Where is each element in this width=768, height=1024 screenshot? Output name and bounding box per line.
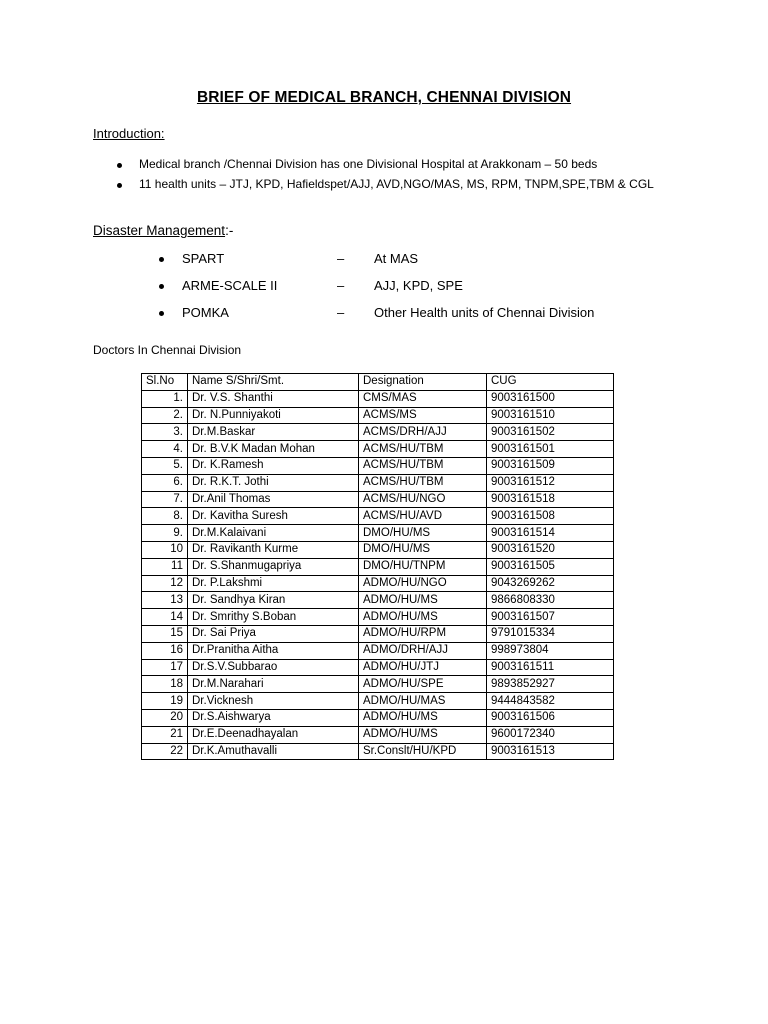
row-cug: 9600172340 [487, 726, 614, 743]
table-row [142, 390, 614, 407]
row-sl-no: 1. [142, 390, 188, 407]
row-cug: 9893852927 [487, 676, 614, 693]
row-designation: ACMS/DRH/AJJ [359, 424, 487, 441]
column-header-designation: Designation [359, 374, 487, 391]
row-name: Dr.E.Deenadhayalan [188, 726, 359, 743]
row-cug: 9003161500 [487, 390, 614, 407]
row-designation: ACMS/HU/TBM [359, 441, 487, 458]
dm-item-value: Other Health units of Chennai Division [374, 305, 595, 320]
doctors-table-body [142, 390, 614, 760]
row-cug: 9043269262 [487, 575, 614, 592]
row-designation: ADMO/HU/NGO [359, 575, 487, 592]
row-name: Dr.M.Baskar [188, 424, 359, 441]
row-sl-no: 13 [142, 592, 188, 609]
row-sl-no: 5. [142, 457, 188, 474]
page-title: BRIEF OF MEDICAL BRANCH, CHENNAI DIVISION [196, 89, 572, 106]
disaster-management-heading-text: Disaster Management [93, 223, 226, 238]
table-row [142, 743, 614, 760]
row-designation: DMO/HU/TNPM [359, 558, 487, 575]
table-row [142, 525, 614, 542]
table-row [142, 609, 614, 626]
row-cug: 998973804 [487, 642, 614, 659]
row-sl-no: 7. [142, 491, 188, 508]
row-cug: 9003161506 [487, 709, 614, 726]
introduction-item-text: Medical branch /Chennai Division has one Divisional Hospital at Arakkonam – 50 beds [139, 157, 598, 171]
row-designation: ADMO/DRH/AJJ [359, 642, 487, 659]
row-cug: 9003161511 [487, 659, 614, 676]
row-name: Dr.M.Kalaivani [188, 525, 359, 542]
row-name: Dr.K.Amuthavalli [188, 743, 359, 760]
row-name: Dr.S.V.Subbarao [188, 659, 359, 676]
row-designation: ADMO/HU/RPM [359, 625, 487, 642]
row-name: Dr.Vicknesh [188, 693, 359, 710]
row-designation: Sr.Conslt/HU/KPD [359, 743, 487, 760]
dm-item-label: SPART [182, 251, 225, 266]
row-designation: DMO/HU/MS [359, 525, 487, 542]
row-name: Dr. B.V.K Madan Mohan [188, 441, 359, 458]
table-row [142, 474, 614, 491]
row-name: Dr.Anil Thomas [188, 491, 359, 508]
dm-item-dash: – [337, 305, 345, 320]
table-row [142, 726, 614, 743]
introduction-item-text: 11 health units – JTJ, KPD, Hafieldspet/AJJ, AVD,NGO/MAS, MS, RPM, TNPM,SPE,TBM & CGL [139, 177, 654, 191]
table-row [142, 676, 614, 693]
row-cug: 9003161513 [487, 743, 614, 760]
row-cug: 9003161502 [487, 424, 614, 441]
row-sl-no: 12 [142, 575, 188, 592]
table-row [142, 491, 614, 508]
column-header-name: Name S/Shri/Smt. [188, 374, 359, 391]
row-cug: 9003161508 [487, 508, 614, 525]
disaster-management-heading [93, 223, 233, 238]
table-row [142, 441, 614, 458]
row-sl-no: 21 [142, 726, 188, 743]
row-sl-no: 10 [142, 541, 188, 558]
row-designation: CMS/MAS [359, 390, 487, 407]
table-row [142, 659, 614, 676]
bullet-icon [159, 311, 164, 316]
row-designation: ACMS/HU/TBM [359, 474, 487, 491]
row-name: Dr. N.Punniyakoti [188, 407, 359, 424]
row-name: Dr. Sandhya Kiran [188, 592, 359, 609]
row-designation: ADMO/HU/MS [359, 726, 487, 743]
row-sl-no: 4. [142, 441, 188, 458]
row-cug: 9003161501 [487, 441, 614, 458]
dm-item-value: AJJ, KPD, SPE [374, 278, 463, 293]
table-row [142, 558, 614, 575]
row-sl-no: 9. [142, 525, 188, 542]
row-sl-no: 11 [142, 558, 188, 575]
table-row [142, 575, 614, 592]
row-sl-no: 18 [142, 676, 188, 693]
doctors-heading: Doctors In Chennai Division [93, 343, 242, 357]
row-sl-no: 8. [142, 508, 188, 525]
row-designation: ADMO/HU/MS [359, 609, 487, 626]
row-name: Dr. Smrithy S.Boban [188, 609, 359, 626]
row-name: Dr. K.Ramesh [188, 457, 359, 474]
dm-item-label: POMKA [182, 305, 229, 320]
row-sl-no: 14 [142, 609, 188, 626]
row-name: Dr. Kavitha Suresh [188, 508, 359, 525]
introduction-heading: Introduction: [93, 126, 165, 141]
bullet-icon [159, 257, 164, 262]
table-row [142, 625, 614, 642]
row-name: Dr. R.K.T. Jothi [188, 474, 359, 491]
doctors-table [141, 373, 614, 760]
row-designation: DMO/HU/MS [359, 541, 487, 558]
row-designation: ADMO/HU/MS [359, 709, 487, 726]
row-sl-no: 17 [142, 659, 188, 676]
bullet-icon [117, 163, 122, 168]
table-row [142, 424, 614, 441]
table-header-row [142, 374, 614, 391]
table-row [142, 709, 614, 726]
row-sl-no: 22 [142, 743, 188, 760]
row-designation: ACMS/HU/AVD [359, 508, 487, 525]
column-header-sl-no: Sl.No [142, 374, 188, 391]
row-sl-no: 16 [142, 642, 188, 659]
row-sl-no: 15 [142, 625, 188, 642]
row-cug: 9003161514 [487, 525, 614, 542]
row-sl-no: 6. [142, 474, 188, 491]
row-name: Dr. Sai Priya [188, 625, 359, 642]
row-sl-no: 19 [142, 693, 188, 710]
table-row [142, 508, 614, 525]
row-cug: 9866808330 [487, 592, 614, 609]
dm-item-dash: – [337, 278, 345, 293]
table-row [142, 457, 614, 474]
bullet-icon [159, 284, 164, 289]
row-designation: ADMO/HU/SPE [359, 676, 487, 693]
row-name: Dr. P.Lakshmi [188, 575, 359, 592]
row-cug: 9003161518 [487, 491, 614, 508]
row-sl-no: 2. [142, 407, 188, 424]
row-cug: 9003161520 [487, 541, 614, 558]
row-designation: ACMS/MS [359, 407, 487, 424]
dm-item-dash: – [337, 251, 345, 266]
table-row [142, 592, 614, 609]
table-row [142, 693, 614, 710]
row-cug: 9791015334 [487, 625, 614, 642]
row-cug: 9444843582 [487, 693, 614, 710]
row-designation: ADMO/HU/MAS [359, 693, 487, 710]
column-header-cug: CUG [487, 374, 614, 391]
disaster-management-heading-suffix: :- [225, 223, 234, 238]
table-row [142, 642, 614, 659]
row-sl-no: 20 [142, 709, 188, 726]
row-name: Dr.S.Aishwarya [188, 709, 359, 726]
row-cug: 9003161512 [487, 474, 614, 491]
row-cug: 9003161509 [487, 457, 614, 474]
row-designation: ADMO/HU/JTJ [359, 659, 487, 676]
row-designation: ACMS/HU/TBM [359, 457, 487, 474]
table-row [142, 541, 614, 558]
table-row [142, 407, 614, 424]
row-designation: ACMS/HU/NGO [359, 491, 487, 508]
row-sl-no: 3. [142, 424, 188, 441]
bullet-icon [117, 183, 122, 188]
row-cug: 9003161510 [487, 407, 614, 424]
row-name: Dr. V.S. Shanthi [188, 390, 359, 407]
row-cug: 9003161507 [487, 609, 614, 626]
row-name: Dr.M.Narahari [188, 676, 359, 693]
dm-item-value: At MAS [374, 251, 419, 266]
row-cug: 9003161505 [487, 558, 614, 575]
row-name: Dr. Ravikanth Kurme [188, 541, 359, 558]
row-name: Dr. S.Shanmugapriya [188, 558, 359, 575]
row-name: Dr.Pranitha Aitha [188, 642, 359, 659]
row-designation: ADMO/HU/MS [359, 592, 487, 609]
dm-item-label: ARME-SCALE II [182, 278, 278, 293]
